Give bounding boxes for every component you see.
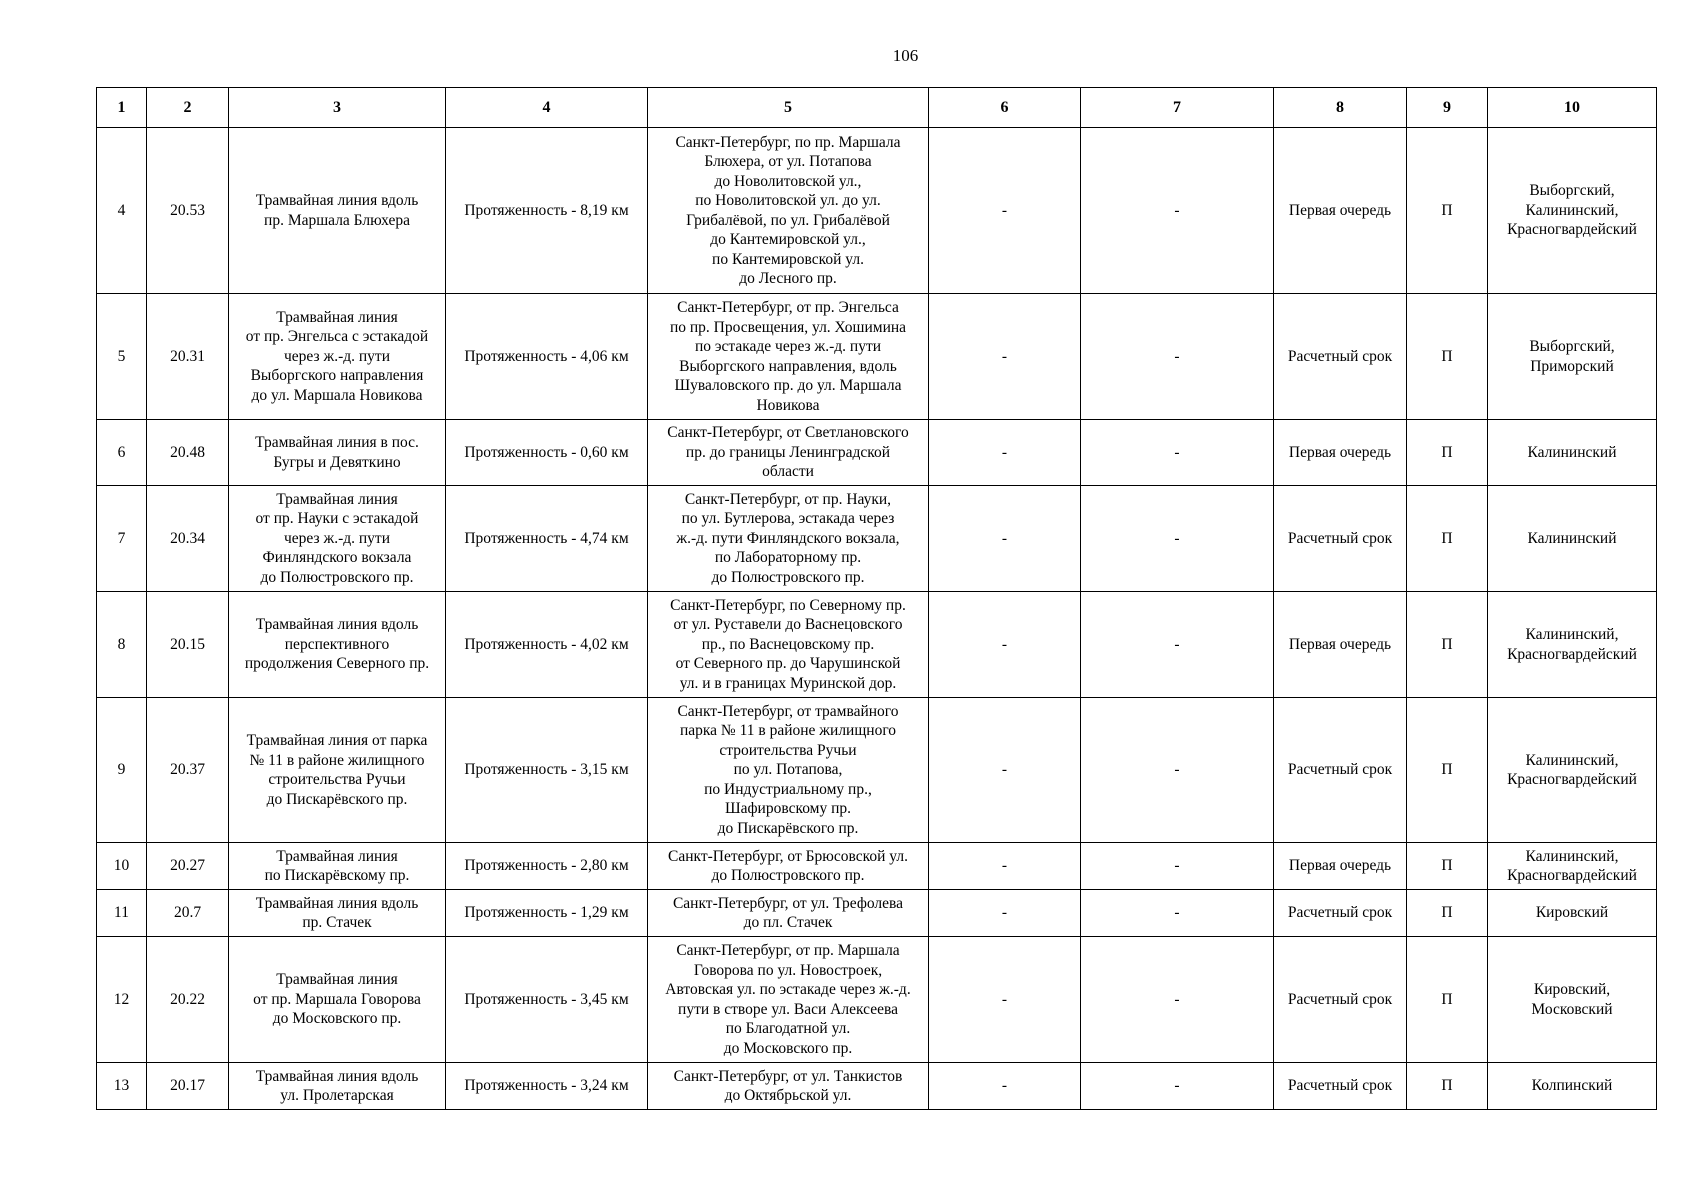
page-number: 106: [892, 46, 919, 65]
districts: Выборгский, Приморский: [1488, 294, 1657, 420]
object-code: 20.7: [147, 890, 229, 937]
tram-lines-table: [96, 87, 1657, 1110]
implementation-stage: Расчетный срок: [1274, 294, 1407, 420]
col-header-10: 10: [1488, 88, 1657, 128]
row-number: 7: [97, 486, 147, 592]
districts: Калининский: [1488, 420, 1657, 486]
col-header-8: 8: [1274, 88, 1407, 128]
column-7-value: -: [1081, 698, 1274, 843]
category-value: П: [1407, 1063, 1488, 1110]
category-value: П: [1407, 592, 1488, 698]
row-number: 11: [97, 890, 147, 937]
object-code: 20.34: [147, 486, 229, 592]
implementation-stage: Первая очередь: [1274, 128, 1407, 294]
col-header-5: 5: [648, 88, 929, 128]
implementation-stage: Первая очередь: [1274, 843, 1407, 890]
districts: Выборгский, Калининский, Красногвардейский: [1488, 128, 1657, 294]
row-number: 9: [97, 698, 147, 843]
object-name: Трамвайная линия в пос. Бугры и Девяткино: [229, 420, 446, 486]
row-number: 8: [97, 592, 147, 698]
object-location: Санкт-Петербург, от ул. Танкистов до Октябрьской ул.: [648, 1063, 929, 1110]
table-row: [97, 294, 1657, 420]
object-location: Санкт-Петербург, по Северному пр. от ул. Руставели до Васнецовского пр., по Васнецовскому пр. от Северного пр. до Чарушинской ул. и в границах Муринской дор.: [648, 592, 929, 698]
column-6-value: -: [929, 1063, 1081, 1110]
object-length: Протяженность - 4,06 км: [446, 294, 648, 420]
object-code: 20.15: [147, 592, 229, 698]
column-7-value: -: [1081, 294, 1274, 420]
column-7-value: -: [1081, 420, 1274, 486]
object-code: 20.17: [147, 1063, 229, 1110]
object-code: 20.31: [147, 294, 229, 420]
column-6-value: -: [929, 698, 1081, 843]
implementation-stage: Расчетный срок: [1274, 1063, 1407, 1110]
object-code: 20.37: [147, 698, 229, 843]
column-6-value: -: [929, 486, 1081, 592]
col-header-4: 4: [446, 88, 648, 128]
column-7-value: -: [1081, 937, 1274, 1063]
object-code: 20.53: [147, 128, 229, 294]
table-row: [97, 420, 1657, 486]
object-length: Протяженность - 3,24 км: [446, 1063, 648, 1110]
table-row: [97, 937, 1657, 1063]
column-7-value: -: [1081, 486, 1274, 592]
implementation-stage: Расчетный срок: [1274, 698, 1407, 843]
table-row: [97, 592, 1657, 698]
category-value: П: [1407, 937, 1488, 1063]
column-6-value: -: [929, 890, 1081, 937]
districts: Калининский, Красногвардейский: [1488, 843, 1657, 890]
col-header-6: 6: [929, 88, 1081, 128]
object-location: Санкт-Петербург, от трамвайного парка № 11 в районе жилищного строительства Ручьи по ул. Потапова, по Индустриальному пр., Шафировскому пр. до Пискарёвского пр.: [648, 698, 929, 843]
object-name: Трамвайная линия по Пискарёвскому пр.: [229, 843, 446, 890]
table-row: [97, 486, 1657, 592]
row-number: 6: [97, 420, 147, 486]
row-number: 13: [97, 1063, 147, 1110]
object-location: Санкт-Петербург, по пр. Маршала Блюхера, от ул. Потапова до Новолитовской ул., по Новолитовской ул. до ул. Грибалёвой, по ул. Грибалёвой до Кантемировской ул., по Кантемировской ул. до Лесного пр.: [648, 128, 929, 294]
object-name: Трамвайная линия от пр. Маршала Говорова до Московского пр.: [229, 937, 446, 1063]
object-name: Трамвайная линия от пр. Энгельса с эстакадой через ж.-д. пути Выборгского направления до ул. Маршала Новикова: [229, 294, 446, 420]
implementation-stage: Расчетный срок: [1274, 890, 1407, 937]
table-row: [97, 128, 1657, 294]
districts: Калининский, Красногвардейский: [1488, 592, 1657, 698]
col-header-3: 3: [229, 88, 446, 128]
column-6-value: -: [929, 294, 1081, 420]
object-name: Трамвайная линия вдоль перспективного продолжения Северного пр.: [229, 592, 446, 698]
object-location: Санкт-Петербург, от Брюсовской ул. до Полюстровского пр.: [648, 843, 929, 890]
object-code: 20.27: [147, 843, 229, 890]
districts: Колпинский: [1488, 1063, 1657, 1110]
column-6-value: -: [929, 843, 1081, 890]
object-name: Трамвайная линия от пр. Науки с эстакадой через ж.-д. пути Финляндского вокзала до Полюстровского пр.: [229, 486, 446, 592]
object-code: 20.22: [147, 937, 229, 1063]
column-7-value: -: [1081, 592, 1274, 698]
object-length: Протяженность - 3,15 км: [446, 698, 648, 843]
column-7-value: -: [1081, 843, 1274, 890]
districts: Калининский, Красногвардейский: [1488, 698, 1657, 843]
column-6-value: -: [929, 937, 1081, 1063]
row-number: 12: [97, 937, 147, 1063]
category-value: П: [1407, 420, 1488, 486]
category-value: П: [1407, 128, 1488, 294]
category-value: П: [1407, 843, 1488, 890]
category-value: П: [1407, 294, 1488, 420]
object-location: Санкт-Петербург, от пр. Энгельса по пр. Просвещения, ул. Хошимина по эстакаде через ж.-д. пути Выборгского направления, вдоль Шуваловского пр. до ул. Маршала Новикова: [648, 294, 929, 420]
districts: Калининский: [1488, 486, 1657, 592]
column-6-value: -: [929, 420, 1081, 486]
column-7-value: -: [1081, 1063, 1274, 1110]
object-location: Санкт-Петербург, от Светлановского пр. до границы Ленинградской области: [648, 420, 929, 486]
row-number: 4: [97, 128, 147, 294]
districts: Кировский, Московский: [1488, 937, 1657, 1063]
implementation-stage: Расчетный срок: [1274, 937, 1407, 1063]
districts: Кировский: [1488, 890, 1657, 937]
object-code: 20.48: [147, 420, 229, 486]
object-name: Трамвайная линия от парка № 11 в районе жилищного строительства Ручьи до Пискарёвского пр.: [229, 698, 446, 843]
object-name: Трамвайная линия вдоль пр. Маршала Блюхера: [229, 128, 446, 294]
implementation-stage: Первая очередь: [1274, 420, 1407, 486]
object-length: Протяженность - 8,19 км: [446, 128, 648, 294]
row-number: 5: [97, 294, 147, 420]
object-location: Санкт-Петербург, от пр. Маршала Говорова по ул. Новостроек, Автовская ул. по эстакаде через ж.-д. пути в створе ул. Васи Алексеева по Благодатной ул. до Московского пр.: [648, 937, 929, 1063]
object-length: Протяженность - 2,80 км: [446, 843, 648, 890]
category-value: П: [1407, 486, 1488, 592]
table-row: [97, 890, 1657, 937]
column-7-value: -: [1081, 128, 1274, 294]
col-header-9: 9: [1407, 88, 1488, 128]
implementation-stage: Расчетный срок: [1274, 486, 1407, 592]
object-length: Протяженность - 4,02 км: [446, 592, 648, 698]
object-location: Санкт-Петербург, от ул. Трефолева до пл. Стачек: [648, 890, 929, 937]
object-name: Трамвайная линия вдоль ул. Пролетарская: [229, 1063, 446, 1110]
object-location: Санкт-Петербург, от пр. Науки, по ул. Бутлерова, эстакада через ж.-д. пути Финляндского вокзала, по Лабораторному пр. до Полюстровского пр.: [648, 486, 929, 592]
row-number: 10: [97, 843, 147, 890]
col-header-7: 7: [1081, 88, 1274, 128]
table-row: [97, 1063, 1657, 1110]
col-header-1: 1: [97, 88, 147, 128]
column-7-value: -: [1081, 890, 1274, 937]
object-name: Трамвайная линия вдоль пр. Стачек: [229, 890, 446, 937]
category-value: П: [1407, 698, 1488, 843]
implementation-stage: Первая очередь: [1274, 592, 1407, 698]
column-6-value: -: [929, 128, 1081, 294]
category-value: П: [1407, 890, 1488, 937]
object-length: Протяженность - 0,60 км: [446, 420, 648, 486]
header-row: [97, 88, 1657, 128]
col-header-2: 2: [147, 88, 229, 128]
object-length: Протяженность - 1,29 км: [446, 890, 648, 937]
object-length: Протяженность - 4,74 км: [446, 486, 648, 592]
column-6-value: -: [929, 592, 1081, 698]
object-length: Протяженность - 3,45 км: [446, 937, 648, 1063]
table-row: [97, 698, 1657, 843]
table-row: [97, 843, 1657, 890]
